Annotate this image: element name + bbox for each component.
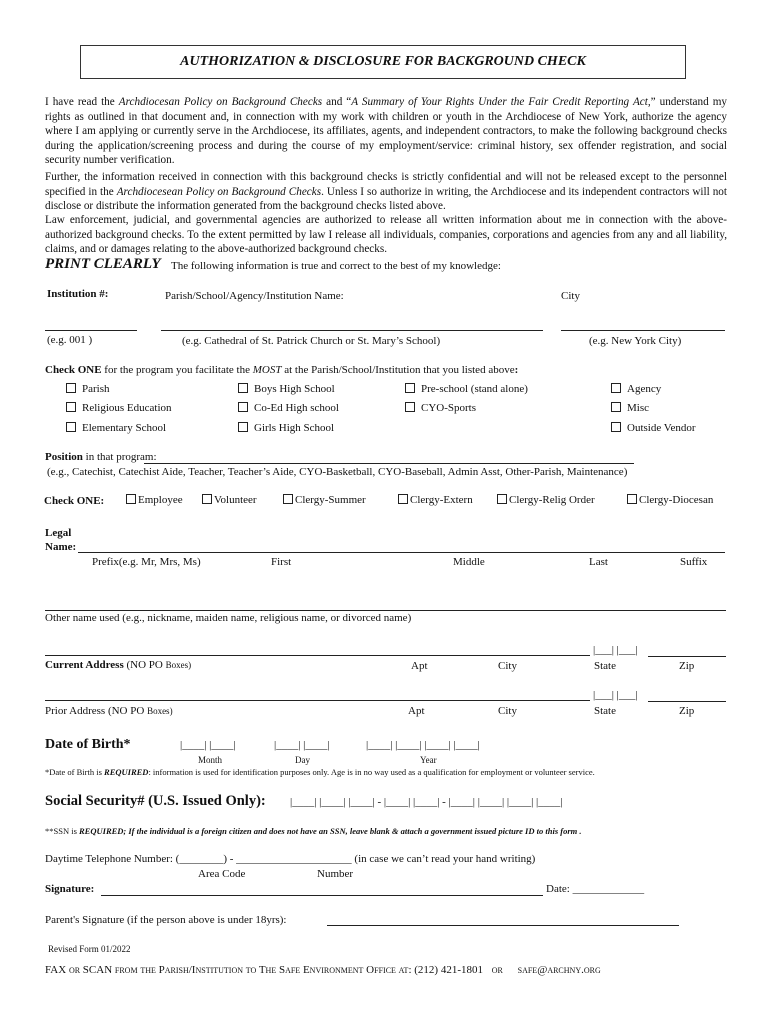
option-coed-high-school[interactable]: Co-Ed High school bbox=[238, 402, 339, 414]
institution-number-label: Institution #: bbox=[47, 288, 109, 300]
ssn-note: **SSN is REQUIRED; If the individual is a foreign citizen and does not have an SSN, leave blank & attach a government issued picture ID to this form . bbox=[45, 826, 582, 836]
position-examples: (e.g., Catechist, Catechist Aide, Teacher, Teacher’s Aide, CYO-Basketball, CYO-Baseball, Admin Asst, Other-Parish, Maintenance) bbox=[47, 466, 628, 478]
institution-name-label: Parish/School/Agency/Institution Name: bbox=[165, 290, 344, 302]
checkbox[interactable] bbox=[238, 383, 248, 393]
dob-year-label: Year bbox=[420, 755, 437, 765]
middle-name-label: Middle bbox=[453, 556, 485, 568]
option-outside-vendor[interactable]: Outside Vendor bbox=[611, 422, 696, 434]
checkbox[interactable] bbox=[66, 383, 76, 393]
signature-date-field[interactable]: Date: _____________ bbox=[546, 883, 645, 895]
current-address-label: Current Address (NO PO Boxes) bbox=[45, 659, 192, 671]
dob-month-label: Month bbox=[198, 755, 223, 765]
program-instruction: Check ONE for the program you facilitate the MOST at the Parish/School/Institution that you listed above: bbox=[45, 364, 519, 376]
parent-signature-label: Parent's Signature (if the person above is under 18yrs): bbox=[45, 914, 287, 926]
option-preschool[interactable]: Pre-school (stand alone) bbox=[405, 383, 528, 395]
parent-signature-field[interactable] bbox=[327, 925, 679, 926]
option-misc[interactable]: Misc bbox=[611, 402, 649, 414]
checkbox[interactable] bbox=[405, 383, 415, 393]
prefix-label: Prefix(e.g. Mr, Mrs, Ms) bbox=[92, 556, 201, 568]
role-clergy-relig-order[interactable]: Clergy-Relig Order bbox=[497, 494, 595, 506]
last-name-label: Last bbox=[589, 556, 608, 568]
prior-zip-field[interactable] bbox=[648, 701, 726, 702]
current-state-boxes[interactable]: |___| |___| bbox=[593, 644, 638, 656]
checkbox[interactable] bbox=[611, 383, 621, 393]
checkbox[interactable] bbox=[283, 494, 293, 504]
institution-number-example: (e.g. 001 ) bbox=[47, 334, 93, 346]
prior-zip-label: Zip bbox=[679, 705, 695, 717]
option-parish[interactable]: Parish bbox=[66, 383, 110, 395]
current-address-field[interactable] bbox=[45, 655, 590, 656]
institution-city-field[interactable] bbox=[561, 330, 725, 331]
prior-address-field[interactable] bbox=[45, 700, 590, 701]
print-clearly-text: The following information is true and correct to the best of my knowledge: bbox=[171, 260, 501, 272]
role-clergy-extern[interactable]: Clergy-Extern bbox=[398, 494, 473, 506]
dob-note: *Date of Birth is REQUIRED: information is used for identification purposes only. Age is in no way used as a qualification for employment or volunteer service. bbox=[45, 767, 595, 777]
prior-address-label: Prior Address (NO PO Boxes) bbox=[45, 705, 173, 717]
ssn-boxes[interactable]: |____| |____| |____| - |____| |____| - |____| |____| |____| |____| bbox=[290, 796, 563, 808]
signature-label: Signature: bbox=[45, 883, 95, 895]
checkbox[interactable] bbox=[66, 422, 76, 432]
checkbox[interactable] bbox=[398, 494, 408, 504]
role-instruction: Check ONE: bbox=[44, 495, 105, 507]
checkbox[interactable] bbox=[497, 494, 507, 504]
legal-name-label-1: Legal bbox=[45, 527, 72, 539]
first-name-label: First bbox=[271, 556, 292, 568]
revision-date: Revised Form 01/2022 bbox=[48, 944, 131, 954]
dob-month-boxes[interactable]: |____| |____| bbox=[180, 739, 236, 751]
current-city-label: City bbox=[498, 660, 517, 672]
option-elementary-school[interactable]: Elementary School bbox=[66, 422, 166, 434]
role-employee[interactable]: Employee bbox=[126, 494, 183, 506]
current-zip-field[interactable] bbox=[648, 656, 726, 657]
role-volunteer[interactable]: Volunteer bbox=[202, 494, 257, 506]
dob-label: Date of Birth* bbox=[45, 737, 131, 752]
option-boys-high-school[interactable]: Boys High School bbox=[238, 383, 335, 395]
role-clergy-diocesan[interactable]: Clergy-Diocesan bbox=[627, 494, 713, 506]
option-religious-education[interactable]: Religious Education bbox=[66, 402, 172, 414]
legal-name-field[interactable] bbox=[78, 552, 725, 553]
release-paragraph: Law enforcement, judicial, and governmental agencies are authorized to release all written information about me in connection with the above-authorized background checks. To the extent permitted by law I release all individuals, companies, corporations and agencies from any and all liability, claims, and or damages relating to the above-authorized background checks. bbox=[45, 214, 727, 256]
institution-name-field[interactable] bbox=[161, 330, 543, 331]
dob-day-label: Day bbox=[295, 755, 310, 765]
checkbox[interactable] bbox=[126, 494, 136, 504]
form-title: AUTHORIZATION & DISCLOSURE FOR BACKGROUND CHECK bbox=[80, 45, 686, 79]
prior-apt-label: Apt bbox=[408, 705, 425, 717]
footer-instructions: FAX or SCAN from the Parish/Institution to The Safe Environment Office at: (212) 421-1801 or safe@archny.org bbox=[45, 964, 601, 976]
checkbox[interactable] bbox=[66, 402, 76, 412]
phone-field[interactable]: Daytime Telephone Number: (________) - _____________________ (in case we can’t read your hand writing) bbox=[45, 853, 536, 865]
position-field[interactable] bbox=[144, 463, 634, 464]
confidentiality-paragraph: Further, the information received in connection with this background checks is strictly confidential and will not be released except to the personnel specified in the Archdiocesean Policy on Background Checks. Unless I so authorize in writing, the Archdiocese and its independent contractors will not disclose or distribute the information generated from the background checks listed above. bbox=[45, 171, 728, 213]
institution-city-example: (e.g. New York City) bbox=[589, 335, 682, 347]
other-name-label: Other name used (e.g., nickname, maiden name, religious name, or divorced name) bbox=[45, 612, 412, 624]
checkbox[interactable] bbox=[238, 402, 248, 412]
other-name-field[interactable] bbox=[45, 610, 726, 611]
option-agency[interactable]: Agency bbox=[611, 383, 661, 395]
dob-day-boxes[interactable]: |____| |____| bbox=[274, 739, 330, 751]
phone-area-code-label: Area Code bbox=[198, 868, 246, 880]
option-cyo-sports[interactable]: CYO-Sports bbox=[405, 402, 476, 414]
institution-name-example: (e.g. Cathedral of St. Patrick Church or St. Mary’s School) bbox=[182, 335, 441, 347]
checkbox[interactable] bbox=[611, 422, 621, 432]
legal-name-label-2: Name: bbox=[45, 541, 77, 553]
checkbox[interactable] bbox=[238, 422, 248, 432]
checkbox[interactable] bbox=[405, 402, 415, 412]
checkbox[interactable] bbox=[611, 402, 621, 412]
current-state-label: State bbox=[594, 660, 616, 672]
ssn-label: Social Security# (U.S. Issued Only): bbox=[45, 793, 266, 809]
prior-state-boxes[interactable]: |___| |___| bbox=[593, 689, 638, 701]
checkbox[interactable] bbox=[202, 494, 212, 504]
footer-email[interactable]: safe@archny.org bbox=[517, 964, 601, 976]
print-clearly-heading: PRINT CLEARLY bbox=[45, 256, 161, 272]
option-girls-high-school[interactable]: Girls High School bbox=[238, 422, 334, 434]
position-label: Position in that program: bbox=[45, 451, 157, 463]
current-zip-label: Zip bbox=[679, 660, 695, 672]
dob-year-boxes[interactable]: |____| |____| |____| |____| bbox=[366, 739, 480, 751]
institution-city-label: City bbox=[561, 290, 580, 302]
suffix-label: Suffix bbox=[680, 556, 708, 568]
prior-city-label: City bbox=[498, 705, 517, 717]
signature-field[interactable] bbox=[101, 895, 543, 896]
prior-state-label: State bbox=[594, 705, 616, 717]
phone-number-label: Number bbox=[317, 868, 354, 880]
checkbox[interactable] bbox=[627, 494, 637, 504]
role-clergy-summer[interactable]: Clergy-Summer bbox=[283, 494, 366, 506]
authorization-paragraph: I have read the Archdiocesan Policy on Background Checks and “A Summary of Your Rights Under the Fair Credit Reporting Act,” understand my rights as outlined in that document and, in connection with my work with children or youth in the Archdiocese of New York, authorize the agency where I am applying or currently serve in the Archdiocese, its affiliates, agents, and independent contractors, to make the following background checks during the application/screening process and during the course of my employment/service: criminal history, sex offender registration, and social security number verification. bbox=[45, 96, 727, 167]
current-apt-label: Apt bbox=[411, 660, 428, 672]
institution-number-field[interactable] bbox=[45, 330, 137, 331]
